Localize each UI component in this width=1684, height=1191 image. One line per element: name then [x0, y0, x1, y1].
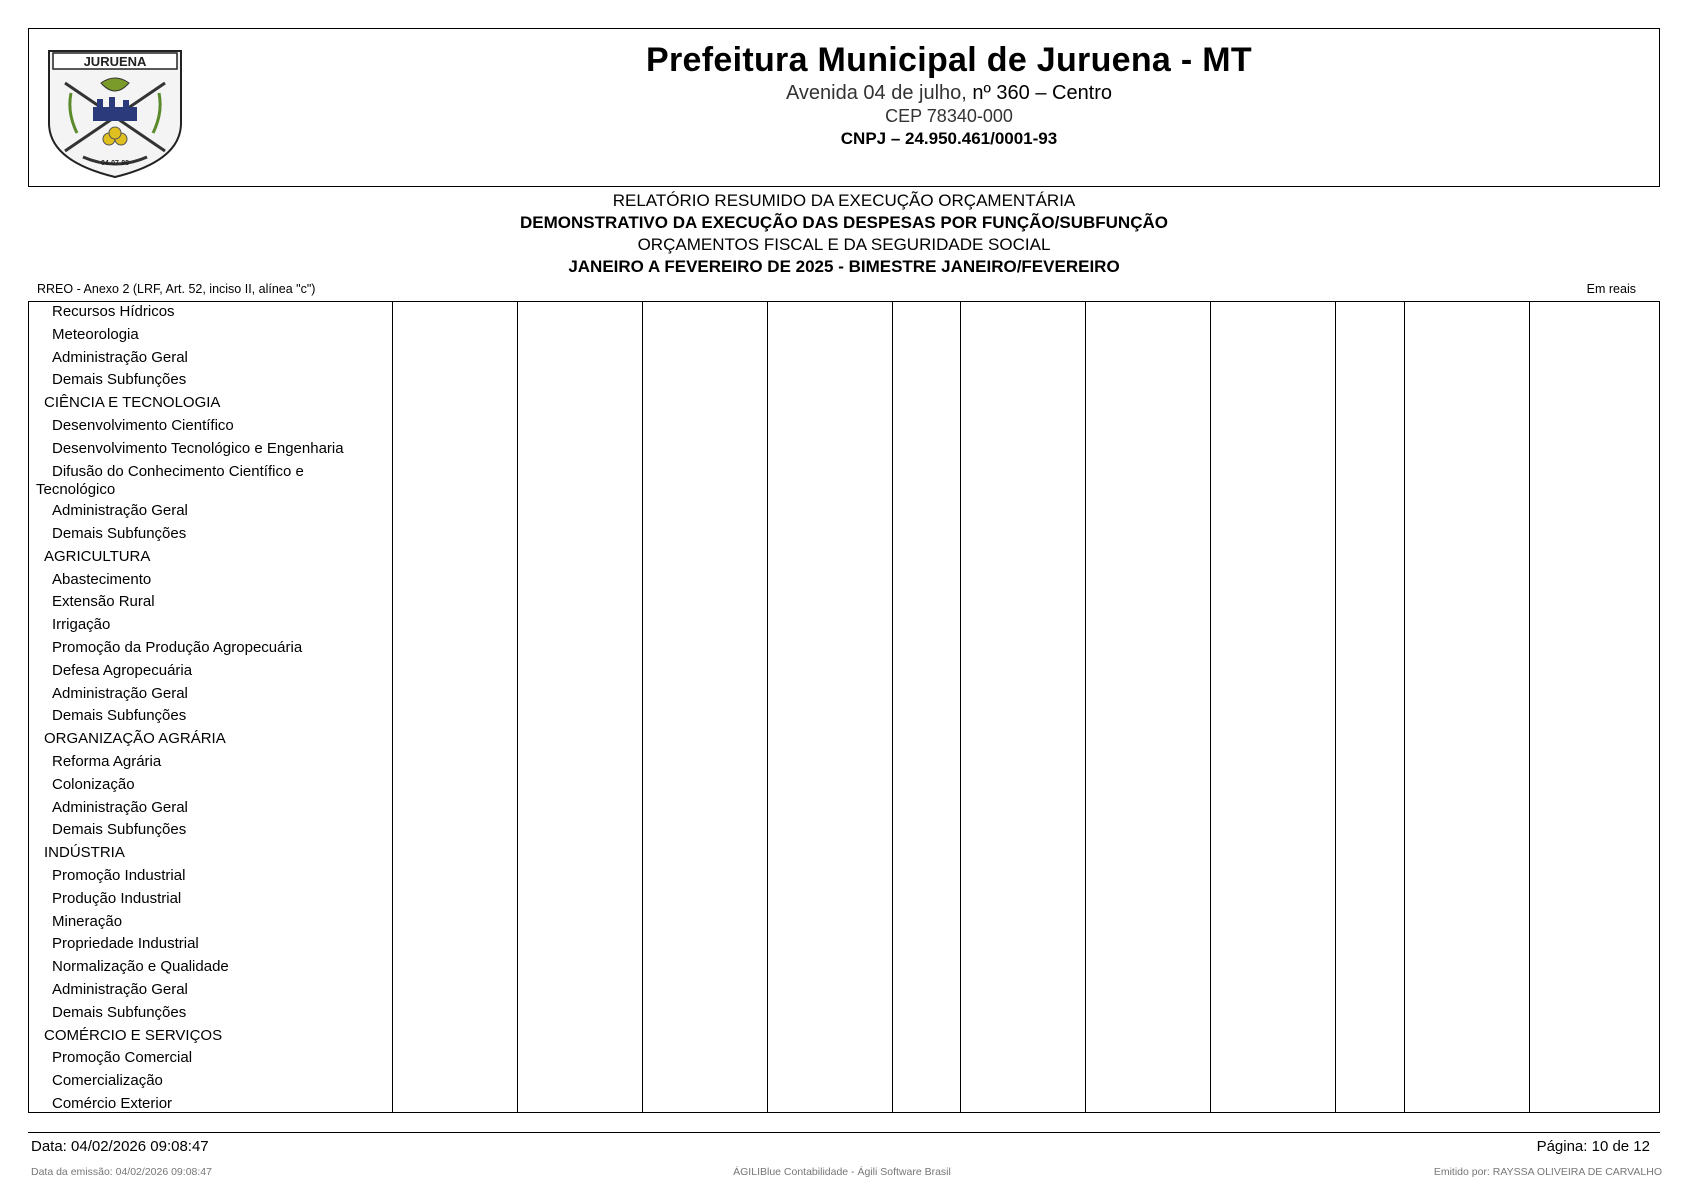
subfunction-row: Produção Industrial: [52, 889, 182, 907]
subfunction-row: Desenvolvimento Tecnológico e Engenharia: [52, 439, 344, 457]
subfunction-row: Reforma Agrária: [52, 752, 162, 770]
column-divider: [1404, 302, 1405, 1112]
function-row: COMÉRCIO E SERVIÇOS: [44, 1026, 223, 1044]
subfunction-row: Administração Geral: [52, 798, 188, 816]
subfunction-row: Demais Subfunções: [52, 371, 187, 389]
subfunction-row: Demais Subfunções: [52, 1003, 187, 1021]
expenses-table: [28, 301, 1660, 1113]
column-divider: [892, 302, 893, 1112]
column-divider: [392, 302, 393, 1112]
column-divider: [517, 302, 518, 1112]
page-number: Página: 10 de 12: [1536, 1138, 1650, 1155]
unit-label: Em reais: [1586, 282, 1636, 296]
report-header: [28, 28, 1660, 187]
postal-code: CEP 78340-000: [885, 106, 1013, 126]
column-divider: [1085, 302, 1086, 1112]
header-text-block: [589, 39, 1309, 151]
subfunction-row: Extensão Rural: [52, 593, 155, 611]
cnpj: CNPJ – 24.950.461/0001-93: [840, 129, 1058, 148]
subfunction-row: Administração Geral: [52, 502, 188, 520]
report-subtitle: DEMONSTRATIVO DA EXECUÇÃO DAS DESPESAS POR FUNÇÃO/SUBFUNÇÃO: [520, 213, 1168, 232]
subfunction-row: Demais Subfunções: [52, 524, 187, 542]
subfunction-row: Abastecimento: [52, 570, 152, 588]
function-row: INDÚSTRIA: [44, 844, 125, 862]
column-divider: [767, 302, 768, 1112]
subfunction-row: Administração Geral: [52, 980, 188, 998]
subfunction-row: Demais Subfunções: [52, 707, 187, 725]
subfunction-row: Defesa Agropecuária: [52, 661, 193, 679]
subfunction-row: Mineração: [52, 912, 123, 930]
subfunction-row: Colonização: [52, 775, 135, 793]
column-divider: [1529, 302, 1530, 1112]
report-scope: ORÇAMENTOS FISCAL E DA SEGURIDADE SOCIAL: [637, 235, 1051, 254]
subfunction-row: Normalização e Qualidade: [52, 958, 229, 976]
organization-name: Prefeitura Municipal de Juruena - MT: [646, 41, 1252, 79]
subfunction-row: Comércio Exterior: [52, 1094, 173, 1112]
address: [589, 81, 1309, 105]
subfunction-row: Demais Subfunções: [52, 821, 187, 839]
subfunction-row: Promoção Industrial: [52, 866, 186, 884]
subfunction-row: Administração Geral: [52, 348, 188, 366]
municipal-coat-of-arms-logo: [43, 43, 187, 179]
address-street: Avenida 04 de julho,: [785, 82, 967, 104]
function-row: ORGANIZAÇÃO AGRÁRIA: [44, 730, 226, 748]
footer-divider: [28, 1132, 1660, 1133]
subfunction-row: Comercialização: [52, 1072, 163, 1090]
subfunction-row: Recursos Hídricos: [52, 303, 175, 320]
software-credit: ÁGILIBlue Contabilidade - Ágili Software Brasil: [733, 1166, 951, 1178]
subfunction-row: Promoção da Produção Agropecuária: [52, 638, 303, 656]
subfunction-row: Desenvolvimento Científico: [52, 417, 234, 434]
subfunction-row: Irrigação: [52, 616, 111, 634]
emission-date: Data da emissão: 04/02/2026 09:08:47: [31, 1166, 212, 1178]
column-divider: [1210, 302, 1211, 1112]
subfunction-row: Promoção Comercial: [52, 1049, 193, 1067]
emitted-by: Emitido por: RAYSSA OLIVEIRA DE CARVALHO: [1433, 1166, 1662, 1178]
subfunction-row: Administração Geral: [52, 684, 188, 702]
subfunction-row: Propriedade Industrial: [52, 935, 199, 953]
subfunction-row: Meteorologia: [52, 325, 139, 343]
column-divider: [642, 302, 643, 1112]
subfunction-row: Difusão do Conhecimento Científico e Tecnológico: [36, 462, 304, 498]
report-titles: [28, 190, 1660, 278]
print-date: Data: 04/02/2026 09:08:47: [31, 1138, 209, 1155]
column-divider: [960, 302, 961, 1112]
address-number: nº 360 – Centro: [972, 82, 1113, 104]
function-row: CIÊNCIA E TECNOLOGIA: [44, 394, 221, 412]
function-row: AGRICULTURA: [44, 547, 151, 565]
logo-date: 04-07-88: [100, 160, 130, 167]
annex-label: RREO - Anexo 2 (LRF, Art. 52, inciso II, alínea "c"): [37, 282, 316, 296]
column-divider: [1335, 302, 1336, 1112]
report-title: RELATÓRIO RESUMIDO DA EXECUÇÃO ORÇAMENTÁRIA: [612, 191, 1076, 210]
logo-text: JURUENA: [83, 54, 147, 69]
report-period: JANEIRO A FEVEREIRO DE 2025 - BIMESTRE JANEIRO/FEVEREIRO: [568, 257, 1120, 276]
